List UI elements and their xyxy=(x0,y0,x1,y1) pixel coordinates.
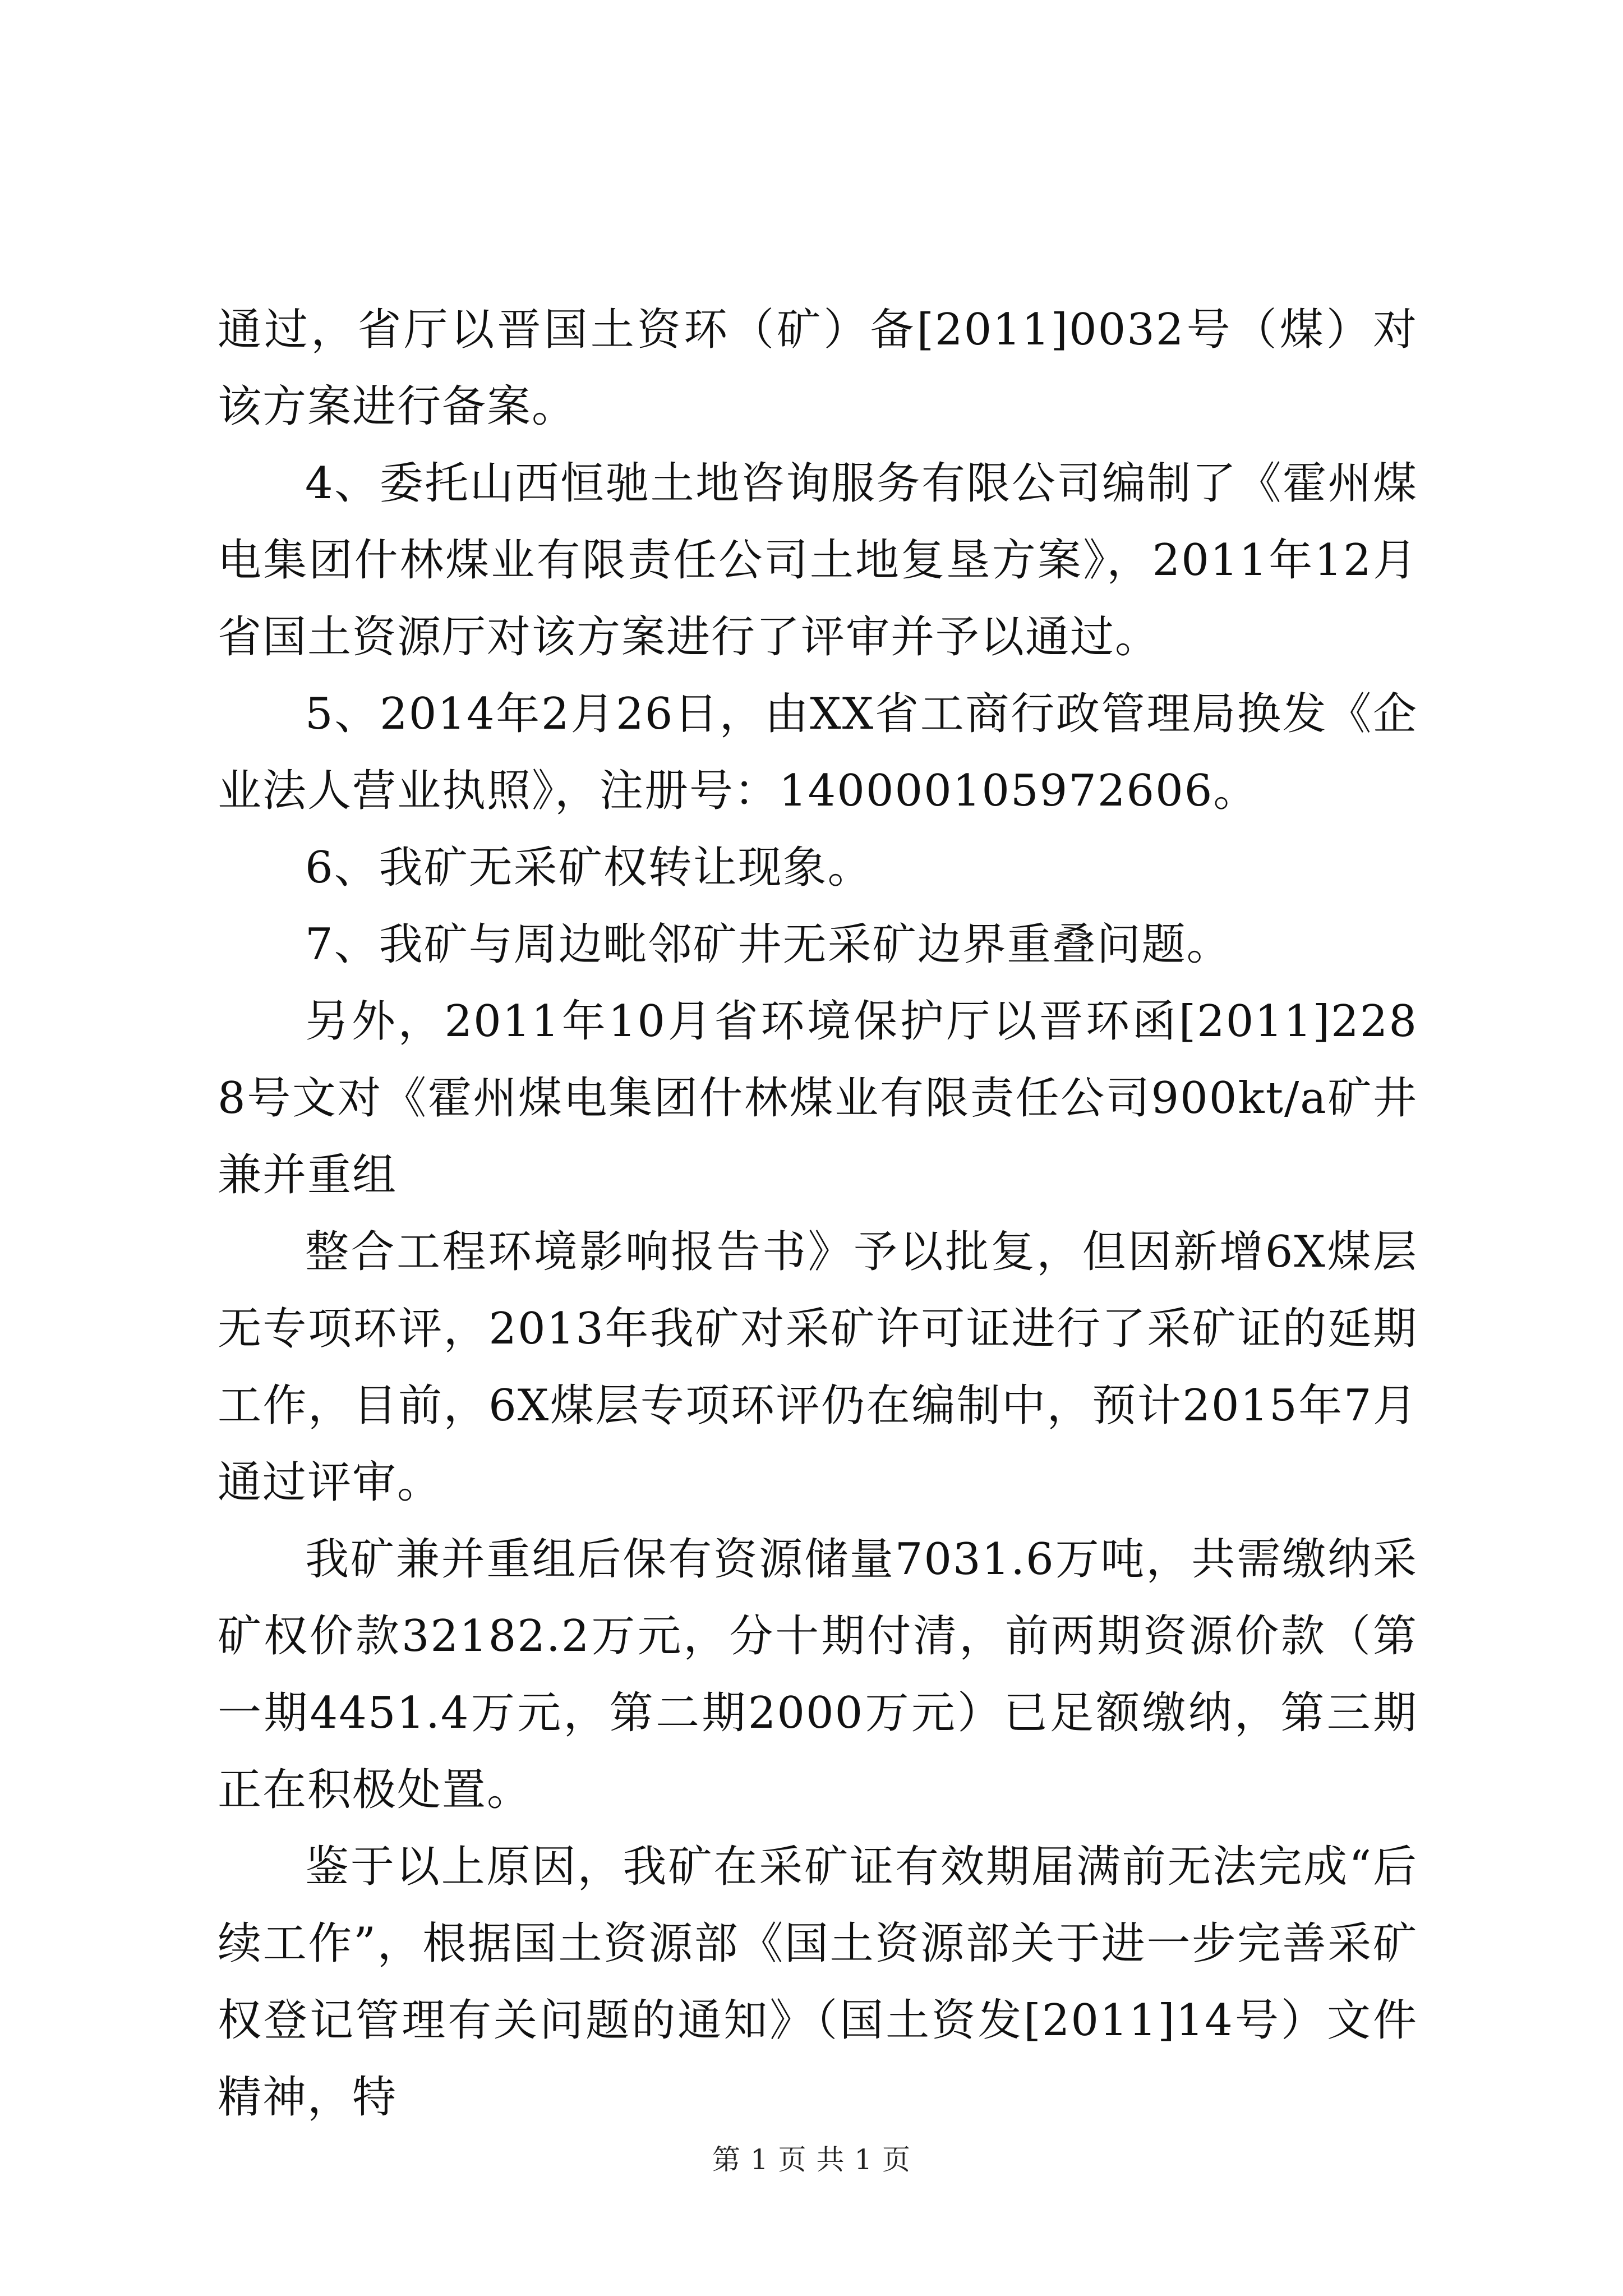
paragraph-item-6: 6、我矿无采矿权转让现象。 xyxy=(305,843,873,893)
paragraph-item-7: 7、我矿与周边毗邻矿井无采矿边界重叠问题。 xyxy=(305,919,1232,970)
paragraph-environment-approval: 另外，2011年10月省环境保护厅以晋环函[2011]2288号文对《霍州煤电集团什林煤业有限责任公司900kt/a矿井兼并重组 xyxy=(218,996,1418,1200)
paragraph-continuation: 通过，省厅以晋国土资环（矿）备[2011]0032号（煤）对该方案进行备案。 xyxy=(218,305,1418,432)
paragraph-item-4: 4、委托山西恒驰土地咨询服务有限公司编制了《霍州煤电集团什林煤业有限责任公司土地复垦方案》，2011年12月省国土资源厅对该方案进行了评审并予以通过。 xyxy=(218,458,1418,662)
paragraph-environment-approval-continued: 整合工程环境影响报告书》予以批复，但因新增6X煤层无专项环评，2013年我矿对采矿许可证进行了采矿证的延期工作，目前，6X煤层专项环评仍在编制中，预计2015年7月通过评审。 xyxy=(218,1227,1418,1508)
paragraph-resource-fees: 我矿兼并重组后保有资源储量7031.6万吨，共需缴纳采矿权价款32182.2万元，分十期付清，前两期资源价款（第一期4451.4万元，第二期2000万元）已足额缴纳，第三期正在积极处置。 xyxy=(218,1534,1418,1815)
document-body xyxy=(218,292,1418,2136)
page-number-footer: 第 1 页 共 1 页 xyxy=(712,2143,911,2176)
paragraph-item-5: 5、2014年2月26日，由XX省工商行政管理局换发《企业法人营业执照》，注册号：140000105972606。 xyxy=(218,689,1418,816)
paragraph-conclusion: 鉴于以上原因，我矿在采矿证有效期届满前无法完成“后续工作”，根据国土资源部《国土资源部关于进一步完善采矿权登记管理有关问题的通知》（国土资发[2011]14号）文件精神，特 xyxy=(218,1842,1418,2123)
